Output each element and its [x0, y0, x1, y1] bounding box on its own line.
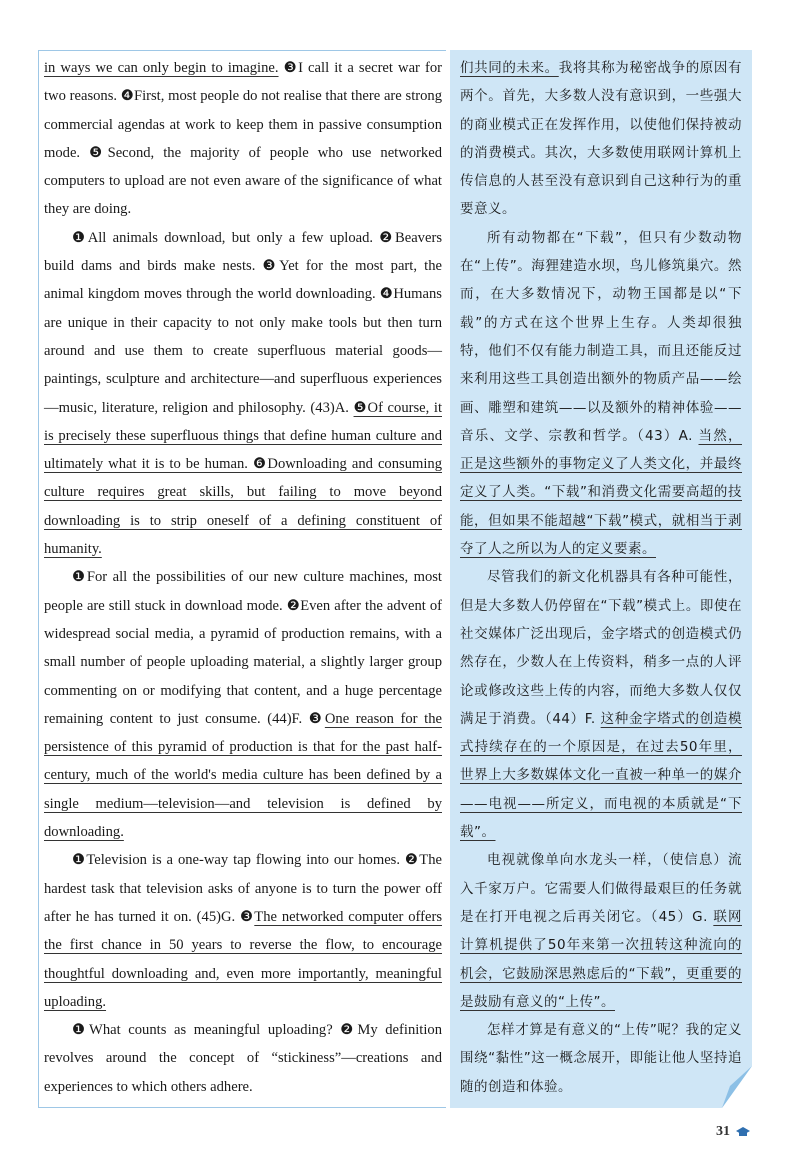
answer-sentence: ❺Of course, it is precisely these superfluous things that define human culture and ultimately what it is to be human. ❻Downloading and consuming culture requires great skills, but failing to move beyond downloading is to strip oneself of a defining constituent of humanity.	[44, 399, 442, 558]
answer-translation: 联网计算机提供了50年来第一次扭转这种流向的机会，它鼓励深思熟虑后的“下载”，更重要的是鼓励有意义的“上传”。	[460, 908, 742, 1010]
translation-text: 怎样才算是有意义的“上传”呢？我的定义围绕“黏性”这一概念展开，即能让他人坚持追随的创造和体验。	[460, 1022, 742, 1095]
translation-paragraph-5	[460, 1016, 742, 1101]
translation-paragraph-4	[460, 846, 742, 1016]
paragraph-text: ❶Television is a one-way tap flowing into our homes. ❷The hardest task that television asks of anyone is to turn the power off after he has turned it on. (45)G. ❸	[44, 852, 442, 925]
translation-text: 所有动物都在“下载”，但只有少数动物在“上传”。海狸建造水坝，鸟儿修筑巢穴。然而，在大多数情况下，动物王国都是以“下载”的方式在这个世界上生存。人类却很独特，他们不仅有能力制造工具，而且还能反过来利用这些工具创造出额外的物质产品——绘画、雕塑和建筑——以及额外的精神体验——音乐、文学、宗教和哲学。（43）A.	[460, 229, 742, 444]
answer-sentence: The networked computer offers the first chance in 50 years to reverse the flow, to encourage thoughtful downloading and, even more importantly, meaningful uploading.	[44, 908, 442, 1010]
translation-paragraph-2	[460, 224, 742, 564]
translation-text: 尽管我们的新文化机器具有各种可能性，但是大多数人仍停留在“下载”模式上。即使在社交媒体广泛出现后，金字塔式的创造模式仍然存在，少数人在上传资料，稍多一点的人评论或修改这些上传的内容，而绝大多数人仅仅满足于消费。（44）F.	[460, 569, 742, 727]
column-divider	[446, 50, 450, 1108]
english-text-column	[44, 54, 442, 1101]
underlined-sentence: in ways we can only begin to imagine.	[44, 60, 279, 76]
paragraph-text: ❶For all the possibilities of our new culture machines, most people are still stuck in download mode. ❷Even after the advent of widespread social media, a pyramid of production remains, with a small number of people uploading material, a slightly larger group commenting on or modifying that content, and a huge percentage remaining content to just consume. (44)F. ❸	[44, 569, 442, 727]
answer-translation: 当然，正是这些额外的事物定义了人类文化，并最终定义了人类。“下载”和消费文化需要高超的技能，但如果不能超越“下载”模式，就相当于剥夺了人之所以为人的定义要素。	[460, 427, 742, 558]
paragraph-text: ❶All animals download, but only a few upload. ❷Beavers build dams and birds make nests. ❸Yet for the most part, the animal kingdom moves through the world downloading. ❹Humans are unique in their capacity to not only make tools but then turn around and use them to create superfluous material goods—paintings, sculpture and architecture—and superfluous experiences—music, literature, religion and philosophy. (43)A.	[44, 229, 442, 416]
paragraph-text: ❸I call it a secret war for two reasons. ❹First, most people do not realise that there are strong commercial agendas at work to keep them in passive consumption mode. ❺Second, the majority of people who use networked computers to upload are not even aware of the significance of what they are doing.	[44, 60, 443, 218]
paragraph-text: ❶What counts as meaningful uploading? ❷My definition revolves around the concept of “stickiness”—creations and experiences to which others adhere.	[44, 1022, 442, 1095]
paragraph-4	[44, 846, 442, 1016]
chinese-translation-column	[460, 54, 742, 1101]
translation-text: 电视就像单向水龙头一样，（使信息）流入千家万户。它需要人们做得最艰巨的任务就是在打开电视之后再关闭它。（45）G.	[460, 852, 742, 925]
translation-paragraph-3	[460, 563, 742, 846]
page-number: 31	[716, 1124, 730, 1139]
answer-sentence: One reason for the persistence of this pyramid of production is that for the past half-century, much of the world's media culture has been defined by a single medium—television—and television is defined by downloading.	[44, 710, 442, 841]
answer-translation: 这种金字塔式的创造模式持续存在的一个原因是，在过去50年里，世界上大多数媒体文化一直被一种单一的媒介——电视——所定义，而电视的本质就是“下载”。	[460, 710, 743, 841]
translation-text: 我将其称为秘密战争的原因有两个。首先，大多数人没有意识到，一些强大的商业模式正在发挥作用，以使他们保持被动的消费模式。其次，大多数使用联网计算机上传信息的人甚至没有意识到自己这种行为的重要意义。	[460, 60, 743, 218]
underlined-sentence: 们共同的未来。	[460, 60, 559, 76]
paragraph-3	[44, 563, 442, 846]
translation-paragraph-1	[460, 54, 742, 224]
paragraph-1	[44, 54, 442, 224]
paragraph-2	[44, 224, 442, 564]
graduation-cap-icon	[736, 1127, 750, 1137]
paragraph-5	[44, 1016, 442, 1101]
page-fold-icon	[722, 1066, 752, 1108]
